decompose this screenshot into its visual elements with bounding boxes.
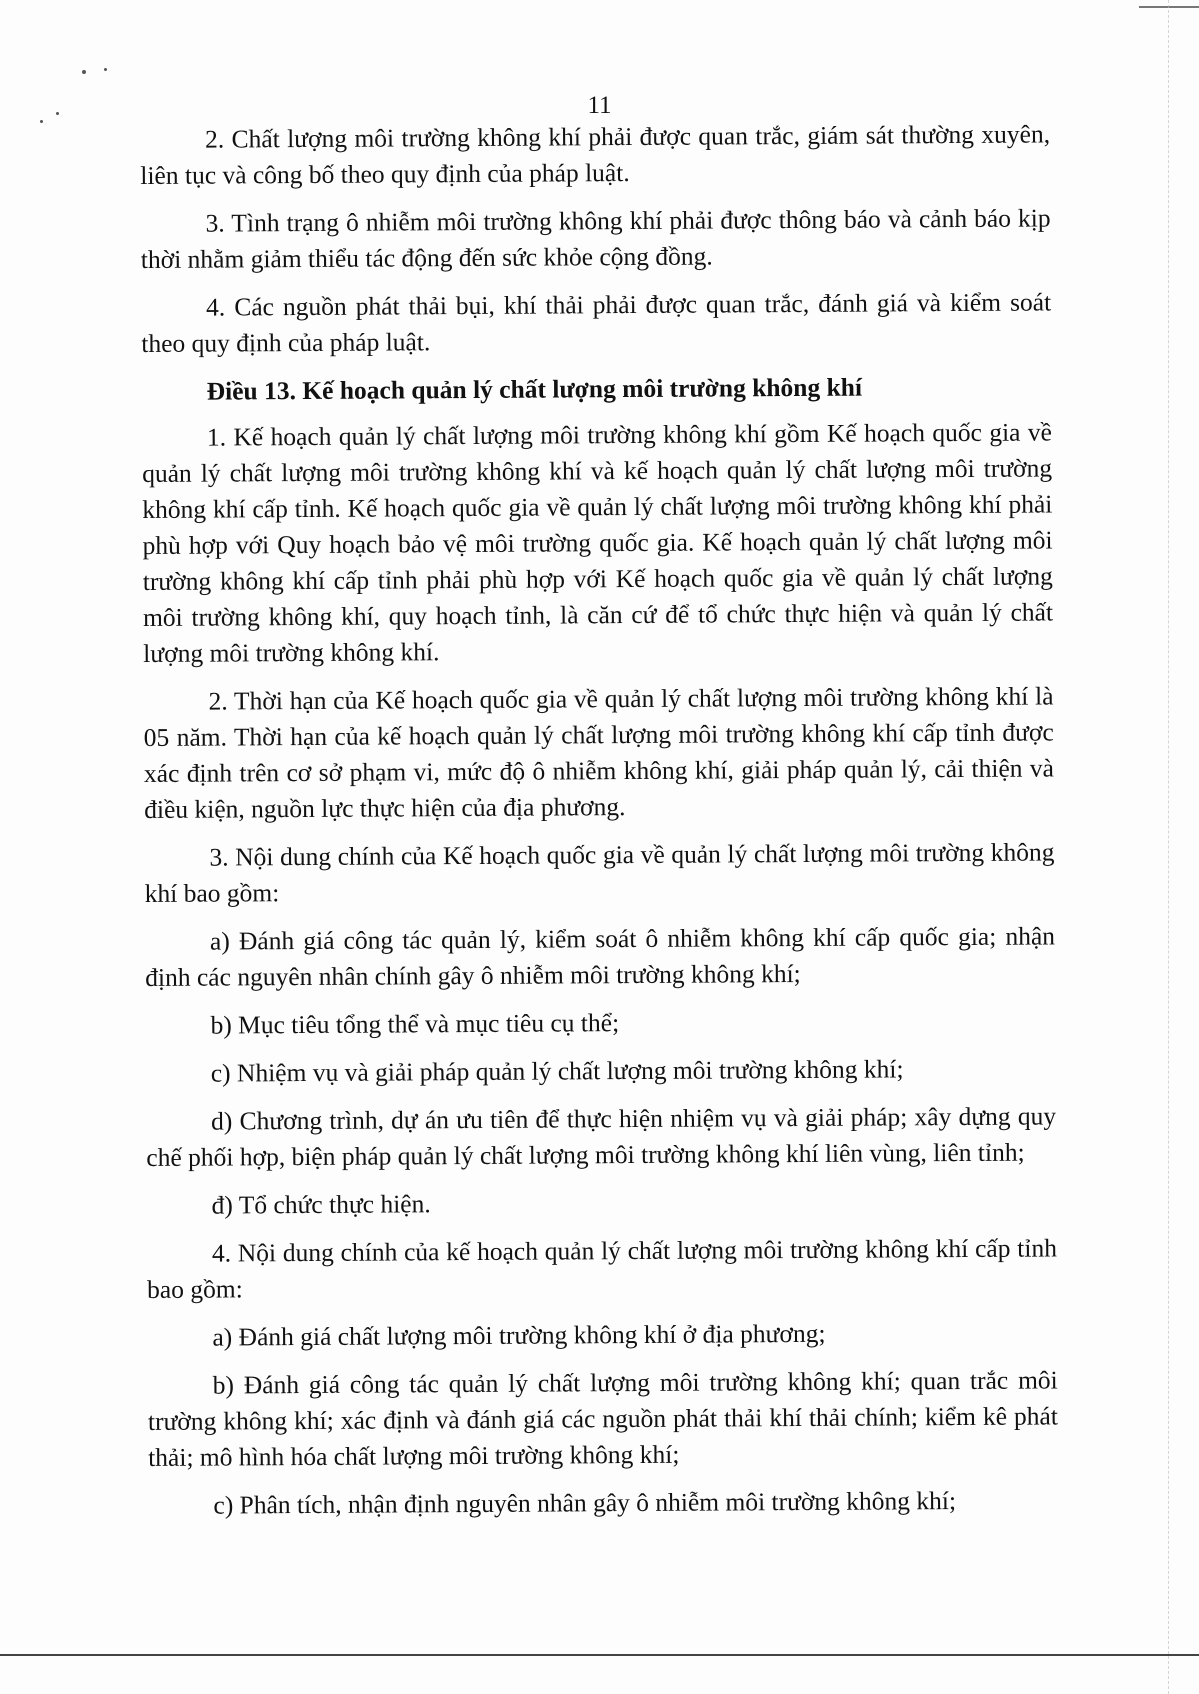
- list-item: a) Đánh giá công tác quản lý, kiểm soát ô nhiễm không khí cấp quốc gia; nhận định các nguyên nhân chính gây ô nhiễm môi trường không khí;: [145, 921, 1056, 992]
- list-item: b) Đánh giá công tác quản lý chất lượng môi trường không khí; quan trắc môi trường không khí; xác định và đánh giá các nguồn phát thải khí thải chính; kiểm kê phát thải; mô hình hóa chất lượng môi trường không khí;: [147, 1365, 1059, 1472]
- page-number: 11: [587, 92, 612, 119]
- paragraph: 2. Thời hạn của Kế hoạch quốc gia về quản lý chất lượng môi trường không khí là 05 năm. Thời hạn của kế hoạch quản lý chất lượng môi trường không khí cấp tỉnh được xác định trên cơ sở phạm vi, mức độ ô nhiễm không khí, giải pháp quản lý, cải thiện và điều kiện, nguồn lực thực hiện của địa phương.: [143, 681, 1055, 824]
- scan-speck: [82, 70, 86, 74]
- scan-bottom-line: [0, 1654, 1199, 1656]
- list-item: a) Đánh giá chất lượng môi trường không khí ở địa phương;: [212, 1318, 826, 1352]
- list-item: đ) Tổ chức thực hiện.: [211, 1189, 431, 1220]
- paragraph: 3. Tình trạng ô nhiễm môi trường không khí phải được thông báo và cảnh báo kịp thời nhằm giảm thiểu tác động đến sức khỏe cộng đồng.: [140, 203, 1051, 274]
- list-item: c) Phân tích, nhận định nguyên nhân gây ô nhiễm môi trường không khí;: [213, 1486, 957, 1520]
- list-item: b) Mục tiêu tổng thể và mục tiêu cụ thể;: [210, 1008, 620, 1040]
- paragraph: 4. Nội dung chính của kế hoạch quản lý chất lượng môi trường không khí cấp tỉnh bao gồm:: [147, 1233, 1057, 1304]
- scan-right-border: [1168, 0, 1199, 1694]
- paragraph: 1. Kế hoạch quản lý chất lượng môi trường không khí gồm Kế hoạch quốc gia về quản lý chất lượng môi trường không khí và kế hoạch quản lý chất lượng môi trường không khí cấp tỉnh. Kế hoạch quốc gia về quản lý chất lượng môi trường không khí phải phù hợp với Quy hoạch bảo vệ môi trường quốc gia. Kế hoạch quản lý chất lượng môi trường không khí cấp tỉnh phải phù hợp với Kế hoạch quốc gia về quản lý chất lượng môi trường không khí, quy hoạch tỉnh, là căn cứ để tổ chức thực hiện và quản lý chất lượng môi trường không khí.: [142, 417, 1054, 668]
- scan-speck: [104, 68, 107, 71]
- paragraph: 2. Chất lượng môi trường không khí phải được quan trắc, giám sát thường xuyên, liên tục và công bố theo quy định của pháp luật.: [140, 119, 1051, 190]
- list-item: c) Nhiệm vụ và giải pháp quản lý chất lượng môi trường không khí;: [210, 1054, 904, 1088]
- article-heading: Điều 13. Kế hoạch quản lý chất lượng môi trường không khí: [206, 372, 863, 406]
- scan-speck: [40, 120, 43, 123]
- document-body: [140, 116, 1059, 1536]
- paragraph: 3. Nội dung chính của Kế hoạch quốc gia về quản lý chất lượng môi trường không khí bao gồm:: [144, 837, 1055, 908]
- paragraph: 4. Các nguồn phát thải bụi, khí thải phải được quan trắc, đánh giá và kiểm soát theo quy định của pháp luật.: [141, 287, 1052, 358]
- list-item: d) Chương trình, dự án ưu tiên để thực hiện nhiệm vụ và giải pháp; xây dựng quy chế phối hợp, biện pháp quản lý chất lượng môi trường không khí liên vùng, liên tỉnh;: [146, 1101, 1057, 1172]
